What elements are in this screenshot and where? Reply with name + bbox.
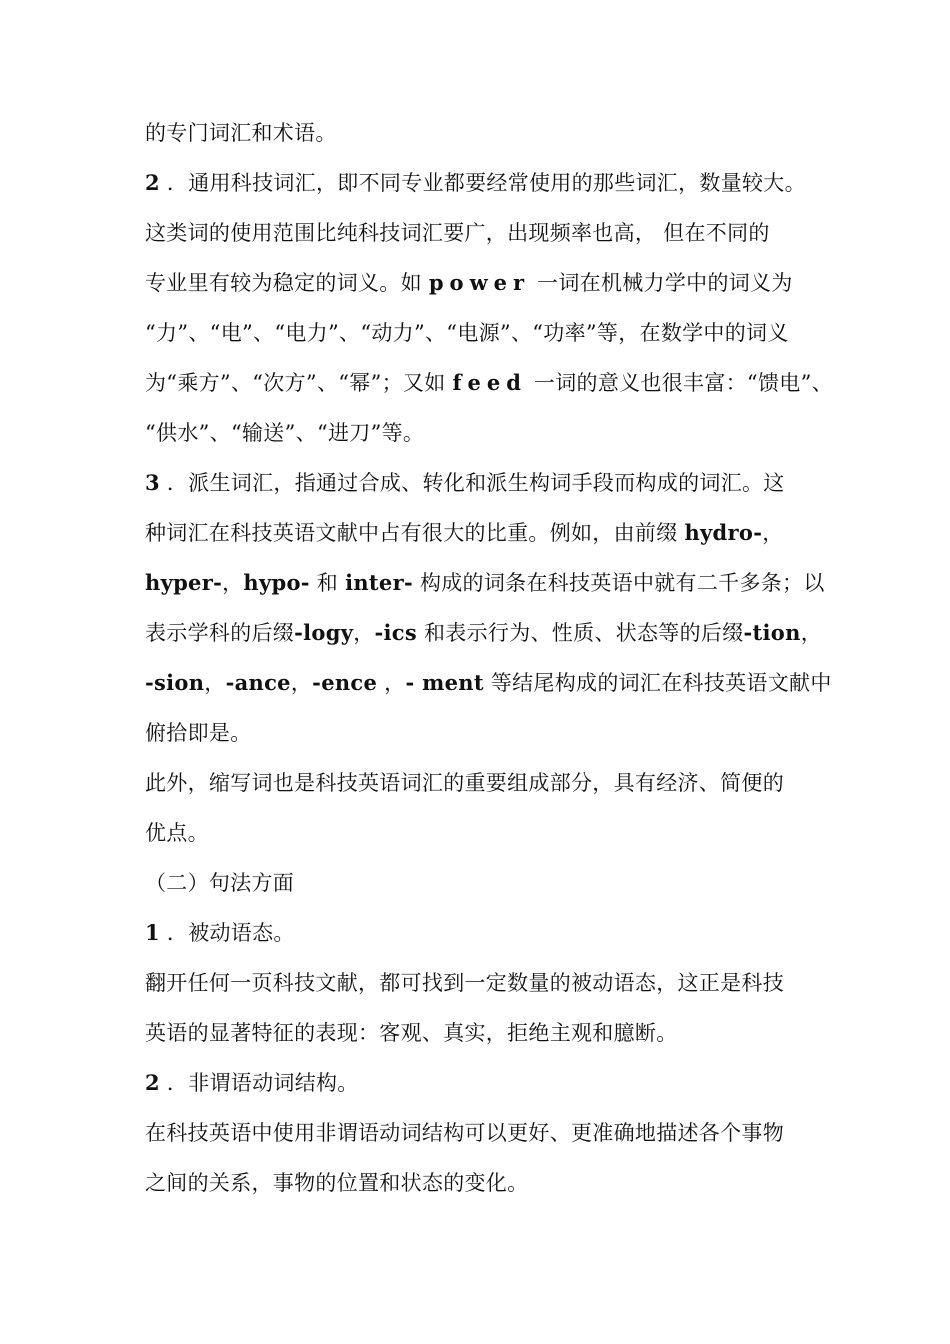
text-run: 和表示行为、性质、状态等的后缀 — [417, 621, 744, 645]
text-line — [145, 568, 825, 598]
text-run: ．被动语态。 — [159, 921, 295, 945]
text-line — [145, 168, 806, 198]
text-line — [145, 268, 793, 298]
bold-text-run: -sion — [145, 670, 205, 695]
text-run: “力”、“电”、“电力”、“动力”、“电源”、“功率”等，在数学中的词义 — [145, 321, 789, 345]
text-line — [145, 1068, 359, 1098]
text-line — [145, 1018, 678, 1048]
bold-text-run: 2 — [145, 1070, 160, 1095]
text-line — [145, 618, 822, 648]
text-line — [145, 468, 785, 498]
text-run: 的专门词汇和术语。 — [145, 121, 337, 145]
text-line — [145, 418, 424, 448]
bold-text-run: - ment — [405, 670, 484, 695]
text-line — [145, 718, 252, 748]
text-run: 一词在机械力学中的词义为 — [530, 271, 793, 295]
text-run: 一词的意义也很丰富：“馈电”、 — [526, 371, 833, 395]
text-run: ， — [290, 671, 313, 695]
bold-text-run: inter- — [345, 570, 413, 595]
text-run: 和 — [309, 571, 346, 595]
text-run: 种词汇在科技英语文献中占有很大的比重。例如，由前缀 — [145, 521, 685, 545]
text-run: ．派生词汇，指通过合成、转化和派生构词手段而构成的词汇。这 — [159, 471, 785, 495]
bold-text-run: hypo- — [243, 570, 310, 595]
text-run: ， — [377, 671, 406, 695]
text-line — [145, 1118, 784, 1148]
bold-text-run: -tion — [743, 620, 801, 645]
text-run: “供水”、“输送”、“进刀”等。 — [145, 421, 425, 445]
text-run: ．通用科技词汇，即不同专业都要经常使用的那些词汇，数量较大。 — [159, 171, 806, 195]
text-line — [145, 218, 770, 248]
bold-text-run: hydro- — [684, 520, 763, 545]
text-run: ， — [762, 521, 784, 545]
text-line — [145, 818, 209, 848]
text-line — [145, 1168, 528, 1198]
text-run: 优点。 — [145, 821, 209, 845]
text-line — [145, 668, 832, 698]
text-line — [145, 918, 295, 948]
text-run: ．非谓语动词结构。 — [159, 1071, 359, 1095]
text-run: 此外，缩写词也是科技英语词汇的重要组成部分，具有经济、简便的 — [145, 771, 784, 795]
text-run: 俯拾即是。 — [145, 721, 252, 745]
text-line — [145, 368, 833, 398]
text-run: 等结尾构成的词汇在科技英语文献中 — [483, 671, 832, 695]
bold-text-run: 1 — [145, 920, 160, 945]
bold-text-run: -ence — [312, 670, 378, 695]
text-run: ， — [800, 621, 822, 645]
text-run: 之间的关系，事物的位置和状态的变化。 — [145, 1171, 529, 1195]
text-run: ， — [222, 571, 244, 595]
text-run: 翻开任何一页科技文献，都可找到一定数量的被动语态，这正是科技 — [145, 971, 784, 995]
bold-text-run: -ics — [374, 620, 418, 645]
text-run: 为“乘方”、“次方”、“幂”；又如 — [145, 371, 453, 395]
text-run: 构成的词条在科技英语中就有二千多条；以 — [412, 571, 825, 595]
text-line — [145, 118, 337, 148]
bold-text-run: 2 — [145, 170, 160, 195]
text-run: 表示学科的后缀 — [145, 621, 295, 645]
bold-text-run: hyper- — [145, 570, 223, 595]
bold-text-run: power — [428, 270, 531, 295]
bold-text-run: feed — [452, 370, 527, 395]
text-line — [145, 968, 784, 998]
text-run: ， — [353, 621, 375, 645]
text-run: （二）句法方面 — [145, 871, 295, 895]
text-line — [145, 518, 784, 548]
text-run: 这类词的使用范围比纯科技词汇要广，出现频率也高， 但在不同的 — [145, 221, 770, 245]
bold-text-run: 3 — [145, 470, 160, 495]
text-run: 在科技英语中使用非谓语动词结构可以更好、更准确地描述各个事物 — [145, 1121, 784, 1145]
bold-text-run: -ance — [225, 670, 291, 695]
text-run: ， — [204, 671, 226, 695]
text-line — [145, 768, 784, 798]
text-line — [145, 318, 789, 348]
text-run: 英语的显著特征的表现：客观、真实，拒绝主观和臆断。 — [145, 1021, 678, 1045]
text-run: 专业里有较为稳定的词义。如 — [145, 271, 429, 295]
bold-text-run: -logy — [294, 620, 354, 645]
text-line — [145, 868, 294, 898]
